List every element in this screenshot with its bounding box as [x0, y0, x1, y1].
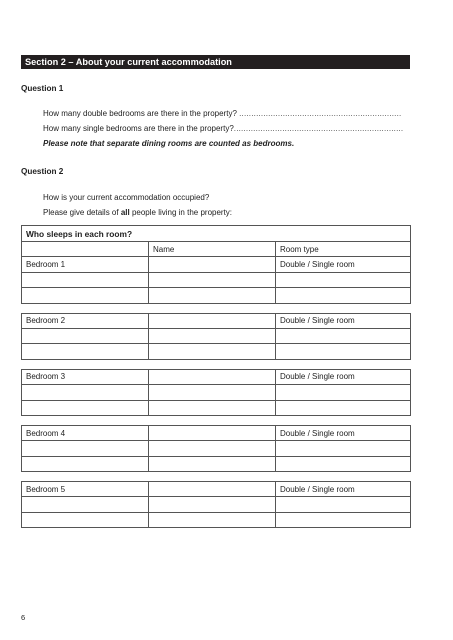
header-blank-cell	[22, 242, 149, 257]
double-bedrooms-label: How many double bedrooms are there in the property?	[43, 109, 240, 118]
room-blank-cell	[22, 272, 149, 287]
room-blank-cell	[22, 400, 149, 415]
name-entry-cell[interactable]	[149, 385, 276, 400]
name-entry-cell[interactable]	[149, 313, 276, 328]
name-entry-cell[interactable]	[149, 441, 276, 456]
name-entry-cell[interactable]	[149, 257, 276, 272]
name-entry-cell[interactable]	[149, 456, 276, 471]
occupant-row	[22, 328, 411, 343]
bedroom-row	[22, 257, 411, 272]
double-bedrooms-question	[43, 109, 401, 118]
room-blank-cell	[22, 512, 149, 527]
room-blank-cell	[22, 288, 149, 303]
rooms-table	[21, 225, 411, 528]
room-type-blank-cell	[276, 344, 411, 359]
room-blank-cell	[22, 385, 149, 400]
name-entry-cell[interactable]	[149, 328, 276, 343]
spacer-cell	[22, 303, 411, 313]
room-type-options[interactable]: Double / Single room	[276, 425, 411, 440]
row-spacer	[22, 359, 411, 369]
room-type-blank-cell	[276, 272, 411, 287]
instructions-text-start: Please give details of	[43, 208, 121, 217]
occupant-row	[22, 344, 411, 359]
name-column-header: Name	[149, 242, 276, 257]
occupant-row	[22, 272, 411, 287]
room-blank-cell	[22, 456, 149, 471]
spacer-cell	[22, 359, 411, 369]
room-type-options[interactable]: Double / Single room	[276, 482, 411, 497]
bedroom-label: Bedroom 1	[22, 257, 149, 272]
page-number: 6	[21, 613, 26, 622]
occupant-row	[22, 441, 411, 456]
spacer-cell	[22, 415, 411, 425]
room-type-options[interactable]: Double / Single room	[276, 257, 411, 272]
occupant-row	[22, 497, 411, 512]
row-spacer	[22, 303, 411, 313]
row-spacer	[22, 472, 411, 482]
occupant-row	[22, 456, 411, 471]
question-2-title: Question 2	[21, 167, 64, 176]
room-type-blank-cell	[276, 512, 411, 527]
name-entry-cell[interactable]	[149, 482, 276, 497]
name-entry-cell[interactable]	[149, 425, 276, 440]
bedroom-row	[22, 313, 411, 328]
question-1-title: Question 1	[21, 84, 64, 93]
spacer-cell	[22, 472, 411, 482]
room-type-blank-cell	[276, 456, 411, 471]
name-entry-cell[interactable]	[149, 400, 276, 415]
room-blank-cell	[22, 344, 149, 359]
instructions-emphasis: all	[120, 208, 130, 217]
bedroom-label: Bedroom 4	[22, 425, 149, 440]
room-type-blank-cell	[276, 288, 411, 303]
room-blank-cell	[22, 328, 149, 343]
single-bedrooms-question	[43, 124, 403, 133]
bedroom-row	[22, 482, 411, 497]
row-spacer	[22, 415, 411, 425]
bedroom-row	[22, 369, 411, 384]
room-blank-cell	[22, 441, 149, 456]
name-entry-cell[interactable]	[149, 288, 276, 303]
occupant-row	[22, 400, 411, 415]
occupancy-question: How is your current accommodation occupied?	[43, 193, 210, 202]
room-type-options[interactable]: Double / Single room	[276, 369, 411, 384]
name-entry-cell[interactable]	[149, 344, 276, 359]
room-blank-cell	[22, 497, 149, 512]
instructions-text-end: people living in the property:	[129, 208, 233, 217]
room-type-blank-cell	[276, 328, 411, 343]
single-bedrooms-label: How many single bedrooms are there in the property?	[43, 124, 234, 133]
name-entry-cell[interactable]	[149, 369, 276, 384]
room-type-options[interactable]: Double / Single room	[276, 313, 411, 328]
dining-rooms-note: Please note that separate dining rooms are counted as bedrooms.	[43, 139, 295, 148]
section-header: Section 2 – About your current accommodation	[21, 55, 410, 69]
occupant-row	[22, 512, 411, 527]
room-type-column-header: Room type	[276, 242, 411, 257]
rooms-table-title: Who sleeps in each room?	[22, 226, 411, 242]
bedroom-label: Bedroom 2	[22, 313, 149, 328]
room-type-blank-cell	[276, 441, 411, 456]
occupancy-instructions	[43, 208, 232, 217]
occupant-row	[22, 288, 411, 303]
occupant-row	[22, 385, 411, 400]
room-type-blank-cell	[276, 385, 411, 400]
bedroom-label: Bedroom 3	[22, 369, 149, 384]
single-bedrooms-answer-line[interactable]: ......................................................................	[233, 124, 404, 133]
name-entry-cell[interactable]	[149, 272, 276, 287]
double-bedrooms-answer-line[interactable]: ...................................................................	[239, 109, 402, 118]
bedroom-label: Bedroom 5	[22, 482, 149, 497]
name-entry-cell[interactable]	[149, 512, 276, 527]
room-type-blank-cell	[276, 400, 411, 415]
bedroom-row	[22, 425, 411, 440]
room-type-blank-cell	[276, 497, 411, 512]
name-entry-cell[interactable]	[149, 497, 276, 512]
